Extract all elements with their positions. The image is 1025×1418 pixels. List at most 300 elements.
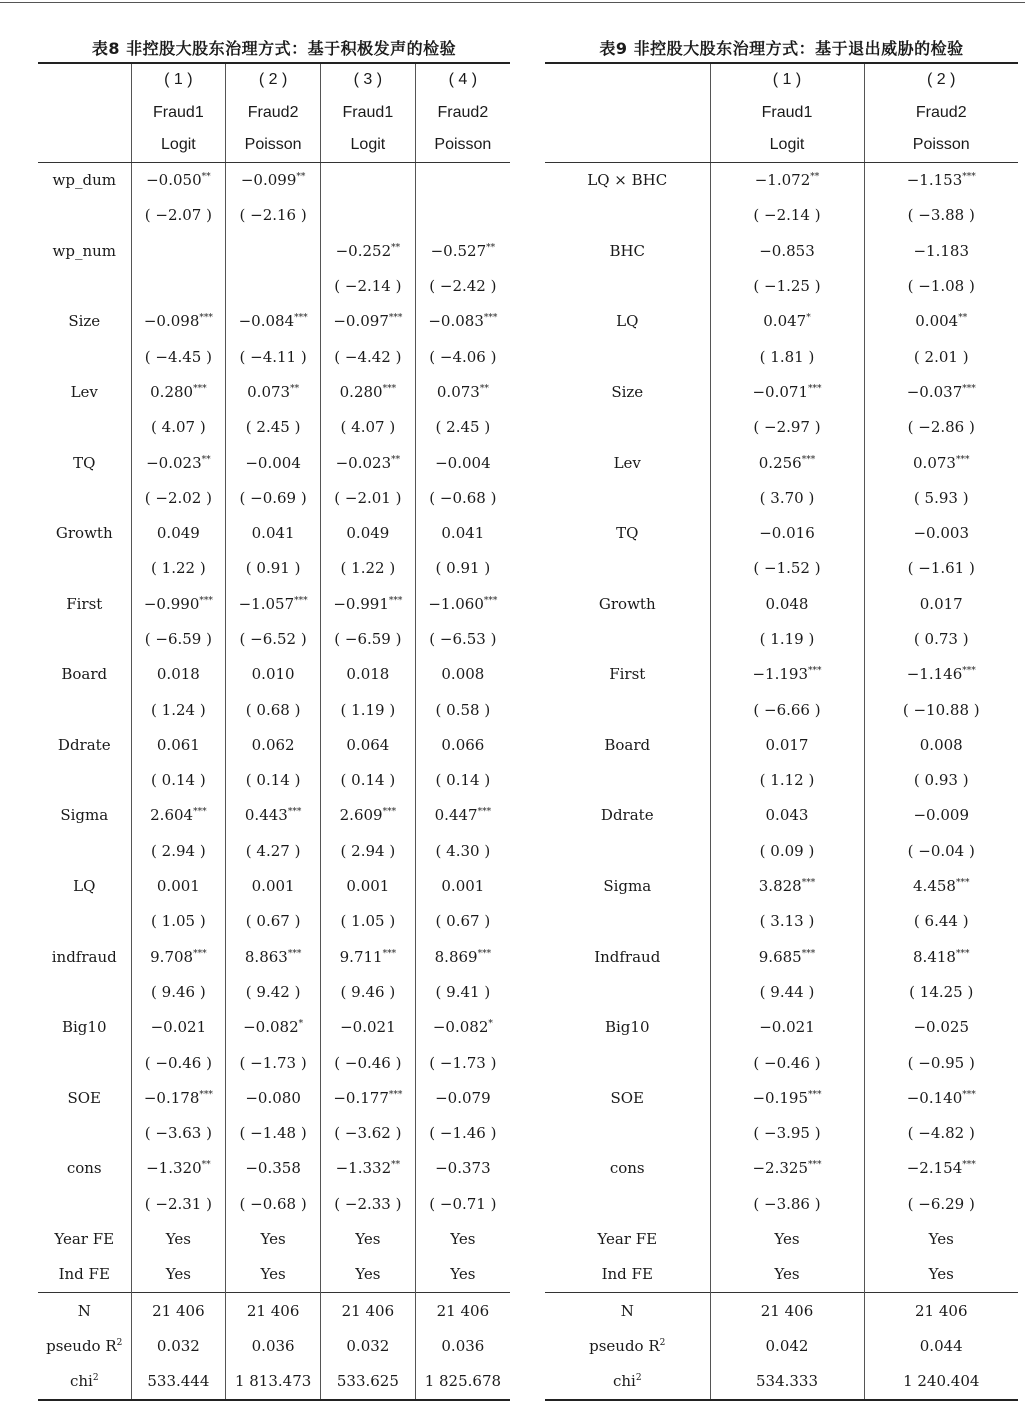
coef-row — [545, 868, 1018, 903]
t-stat-cell: ( −0.46 ) — [131, 1045, 226, 1080]
coef-cell — [131, 798, 226, 833]
significance-stars: *** — [388, 595, 403, 606]
t-stat-cell: ( 3.70 ) — [710, 480, 864, 515]
fixed-effect-row — [38, 1221, 510, 1256]
t-stat-cell: ( −3.88 ) — [907, 206, 975, 225]
t-stat-cell: ( −0.46 ) — [710, 1045, 864, 1080]
fixed-effect-row — [545, 1221, 1018, 1256]
coef-cell — [710, 657, 864, 692]
coef-value: −0.097 — [333, 312, 389, 331]
coef-value: 0.073 — [436, 382, 480, 401]
coef-row — [545, 374, 1018, 409]
fixed-effect-row — [38, 1257, 510, 1293]
t-stat-cell: ( −3.95 ) — [710, 1116, 864, 1151]
fixed-effect-cell: Yes — [928, 1230, 954, 1249]
stat-row — [38, 1364, 510, 1400]
header-stub — [545, 63, 710, 97]
t-stat-row — [545, 268, 1018, 303]
coef-value: −0.080 — [245, 1088, 301, 1107]
coef-value: −0.023 — [146, 453, 202, 472]
coef-cell — [131, 727, 226, 762]
coef-cell — [131, 374, 226, 409]
coef-cell — [710, 798, 864, 833]
t-stat-cell: ( −2.14 ) — [710, 198, 864, 233]
t-stat-cell: ( −2.97 ) — [710, 410, 864, 445]
t-stat-row — [38, 268, 510, 303]
coef-cell — [131, 939, 226, 974]
coef-value: −0.071 — [752, 382, 808, 401]
coef-value: −2.154 — [906, 1159, 963, 1178]
coef-row — [545, 162, 1018, 198]
t-stat-cell: ( 2.01 ) — [913, 347, 969, 366]
significance-stars: ** — [486, 242, 496, 253]
stat-cell: 1 813.473 — [226, 1364, 321, 1400]
t-stat-row — [38, 480, 510, 515]
row-label-empty — [38, 268, 131, 303]
significance-stars: ** — [391, 1160, 401, 1171]
coef-value: −0.177 — [333, 1088, 389, 1107]
coef-value: 0.280 — [150, 382, 194, 401]
coef-value: 0.018 — [346, 665, 390, 684]
significance-stars: *** — [801, 948, 816, 959]
coef-cell — [131, 233, 226, 268]
stat-cell: 533.625 — [321, 1364, 416, 1400]
t-stat-cell: ( 4.07 ) — [321, 410, 416, 445]
stat-label: pseudo R — [46, 1336, 117, 1355]
t-stat-row — [545, 904, 1018, 939]
t-stat-cell: ( −2.16 ) — [226, 198, 321, 233]
coef-row — [38, 233, 510, 268]
coef-value: −1.183 — [913, 241, 969, 260]
coef-cell — [864, 798, 1018, 833]
coef-row — [545, 1010, 1018, 1045]
significance-stars: *** — [294, 595, 308, 606]
significance-stars: *** — [199, 313, 213, 324]
coef-cell — [415, 233, 510, 268]
row-label — [38, 1293, 131, 1329]
coef-cell — [415, 445, 510, 480]
coef-cell — [321, 727, 416, 762]
significance-stars: *** — [808, 383, 822, 394]
header-cell: Logit — [710, 129, 864, 162]
header-cell: Poisson — [864, 129, 1018, 162]
coef-value: −0.853 — [759, 241, 815, 260]
t-stat-cell: ( −1.52 ) — [710, 551, 864, 586]
coef-row — [38, 939, 510, 974]
coef-cell — [415, 1010, 510, 1045]
row-label: Big10 — [38, 1010, 131, 1045]
t-stat-cell: ( −1.48 ) — [226, 1116, 321, 1151]
stat-label: chi — [69, 1372, 93, 1391]
significance-stars: *** — [199, 1089, 213, 1100]
coef-value: 9.711 — [339, 947, 383, 966]
coef-cell — [321, 233, 416, 268]
coef-cell — [226, 304, 321, 339]
stat-superscript: 2 — [92, 1373, 99, 1384]
row-label: TQ — [545, 515, 710, 550]
coef-value: −0.358 — [245, 1159, 301, 1178]
t-stat-cell: ( 1.12 ) — [710, 763, 864, 798]
t-stat-row — [545, 551, 1018, 586]
row-label-empty — [38, 833, 131, 868]
header-cell: ( 1 ) — [710, 63, 864, 97]
coef-value: −0.082 — [432, 1018, 489, 1037]
t-stat-row — [545, 621, 1018, 656]
coef-cell — [415, 868, 510, 903]
stat-label: N — [77, 1301, 91, 1320]
coef-value: 2.604 — [150, 806, 194, 825]
significance-stars: * — [806, 313, 811, 324]
coef-cell — [864, 727, 1018, 762]
t-stat-cell: ( 0.93 ) — [913, 771, 969, 790]
header-stub — [38, 129, 131, 162]
row-label-empty — [545, 268, 710, 303]
coef-value: 9.708 — [150, 947, 194, 966]
row-label: Board — [545, 727, 710, 762]
stat-cell: 1 240.404 — [864, 1364, 1018, 1400]
significance-stars: *** — [801, 454, 816, 465]
t-stat-row — [545, 480, 1018, 515]
coef-value: 0.049 — [156, 524, 200, 543]
coef-row — [38, 304, 510, 339]
coef-cell — [864, 162, 1018, 198]
coef-cell — [415, 798, 510, 833]
stat-cell: 0.044 — [919, 1336, 963, 1355]
coef-cell — [131, 304, 226, 339]
coef-cell — [226, 515, 321, 550]
coef-cell — [415, 1151, 510, 1186]
header-row — [545, 129, 1018, 162]
fixed-effect-cell: Yes — [131, 1257, 226, 1293]
row-label: LQ — [38, 868, 131, 903]
header-cell: Poisson — [415, 129, 510, 162]
coef-value: −1.060 — [428, 594, 484, 613]
table-8-caption: 表8 非控股大股东治理方式：基于积极发声的检验 — [91, 39, 457, 58]
coef-value: 0.017 — [919, 594, 963, 613]
row-label — [38, 1364, 131, 1400]
stat-cell: 0.036 — [226, 1328, 321, 1363]
coef-row — [38, 727, 510, 762]
t-stat-row — [545, 198, 1018, 233]
row-label-empty — [38, 551, 131, 586]
coef-cell — [321, 1010, 416, 1045]
significance-stars: *** — [808, 1160, 822, 1171]
coef-cell — [131, 515, 226, 550]
t-stat-cell: ( 1.22 ) — [131, 551, 226, 586]
t-stat-cell: ( −2.42 ) — [429, 277, 497, 296]
coef-cell — [415, 162, 510, 198]
t-stat-cell: ( 9.46 ) — [131, 974, 226, 1009]
coef-cell — [321, 445, 416, 480]
coef-row — [545, 798, 1018, 833]
t-stat-row — [38, 904, 510, 939]
fixed-effect-cell: Yes — [450, 1230, 476, 1249]
coef-value: 0.062 — [251, 735, 295, 754]
coef-value: 0.043 — [765, 806, 809, 825]
stat-cell: 21 406 — [864, 1293, 1018, 1329]
stat-label: N — [620, 1301, 634, 1320]
coef-cell — [226, 798, 321, 833]
coef-cell — [710, 1080, 864, 1115]
coef-cell — [226, 1151, 321, 1186]
coef-value: 8.863 — [244, 947, 288, 966]
header-cell: ( 2 ) — [226, 63, 321, 97]
coef-value: −0.004 — [435, 453, 491, 472]
t-stat-cell: ( −0.68 ) — [226, 1186, 321, 1221]
coef-row — [38, 1080, 510, 1115]
significance-stars: *** — [287, 807, 302, 818]
coef-cell — [710, 939, 864, 974]
page-top-rule — [0, 2, 1025, 3]
coef-value: 0.073 — [913, 453, 956, 472]
coef-cell — [226, 727, 321, 762]
stat-row — [545, 1364, 1018, 1400]
coef-value: 9.685 — [758, 947, 802, 966]
significance-stars: *** — [382, 807, 397, 818]
coef-value: 0.073 — [247, 382, 291, 401]
t-stat-row — [38, 1045, 510, 1080]
coef-cell — [415, 374, 510, 409]
significance-stars: *** — [483, 313, 498, 324]
row-label: TQ — [38, 445, 131, 480]
coef-cell — [226, 374, 321, 409]
row-label-empty — [38, 974, 131, 1009]
coef-cell — [864, 586, 1018, 621]
coef-value: 0.008 — [441, 665, 485, 684]
t-stat-row — [545, 1116, 1018, 1151]
t-stat-cell: ( −0.69 ) — [226, 480, 321, 515]
row-label — [38, 1328, 131, 1363]
row-label — [545, 1364, 710, 1400]
significance-stars: *** — [382, 383, 397, 394]
row-label: Ind FE — [545, 1257, 710, 1293]
t-stat-cell: ( −3.63 ) — [131, 1116, 226, 1151]
coef-row — [545, 657, 1018, 692]
coef-value: −0.021 — [759, 1018, 815, 1037]
coef-value: −0.084 — [238, 312, 295, 331]
header-cell: Fraud1 — [131, 97, 226, 130]
significance-stars: *** — [962, 383, 976, 394]
coef-cell — [321, 515, 416, 550]
table-9-caption: 表9 非控股大股东治理方式：基于退出威胁的检验 — [599, 39, 964, 58]
coef-cell — [415, 515, 510, 550]
coef-value: 2.609 — [339, 806, 383, 825]
t-stat-cell: ( 0.09 ) — [710, 833, 864, 868]
coef-cell — [131, 1080, 226, 1115]
coef-value: −1.320 — [146, 1159, 202, 1178]
coef-cell — [226, 1010, 321, 1045]
stat-row — [545, 1328, 1018, 1363]
t-stat-cell: ( 9.42 ) — [226, 974, 321, 1009]
significance-stars: ** — [290, 383, 300, 394]
t-stat-row — [38, 339, 510, 374]
t-stat-cell: ( 0.67 ) — [435, 912, 491, 931]
coef-row — [38, 515, 510, 550]
coef-cell — [226, 586, 321, 621]
coef-cell — [864, 1151, 1018, 1186]
row-label-empty — [38, 1116, 131, 1151]
coef-value: −1.072 — [754, 171, 811, 190]
significance-stars: *** — [808, 666, 822, 677]
coef-cell — [226, 868, 321, 903]
t-stat-cell — [131, 268, 226, 303]
coef-value: −0.527 — [430, 241, 487, 260]
row-label: Big10 — [545, 1010, 710, 1045]
coef-value: 0.001 — [156, 877, 200, 896]
coef-row — [545, 515, 1018, 550]
coef-value: 0.041 — [441, 524, 485, 543]
row-label: Ind FE — [38, 1257, 131, 1293]
t-stat-cell: ( −0.68 ) — [429, 488, 497, 507]
significance-stars: *** — [193, 807, 207, 818]
t-stat-cell: ( −6.66 ) — [710, 692, 864, 727]
coef-cell — [864, 304, 1018, 339]
t-stat-cell: ( 2.45 ) — [226, 410, 321, 445]
t-stat-cell: ( −1.08 ) — [907, 277, 975, 296]
coef-value: 0.066 — [441, 735, 485, 754]
row-label-empty — [545, 1116, 710, 1151]
stat-cell: 533.444 — [131, 1364, 226, 1400]
row-label-empty — [38, 1186, 131, 1221]
row-label-empty — [545, 551, 710, 586]
coef-row — [38, 586, 510, 621]
fixed-effect-cell: Yes — [226, 1221, 321, 1256]
t-stat-row — [38, 974, 510, 1009]
t-stat-cell: ( 14.25 ) — [909, 982, 974, 1001]
row-label: Sigma — [545, 868, 710, 903]
t-stat-row — [38, 1186, 510, 1221]
header-cell: Logit — [321, 129, 416, 162]
coef-value: 0.008 — [919, 735, 963, 754]
coef-cell — [864, 1010, 1018, 1045]
t-stat-cell: ( −3.86 ) — [710, 1186, 864, 1221]
t-stat-cell: ( 6.44 ) — [913, 912, 969, 931]
coef-row — [38, 868, 510, 903]
coef-cell — [321, 798, 416, 833]
coef-value: −0.003 — [913, 524, 969, 543]
coef-value: 0.010 — [251, 665, 295, 684]
row-label: Board — [38, 657, 131, 692]
stat-row — [545, 1293, 1018, 1329]
coef-cell — [415, 727, 510, 762]
row-label: wp_dum — [38, 162, 131, 198]
coef-row — [545, 939, 1018, 974]
stat-label: chi — [612, 1372, 636, 1391]
significance-stars: *** — [955, 948, 970, 959]
t-stat-cell: ( 0.68 ) — [226, 692, 321, 727]
row-label: wp_num — [38, 233, 131, 268]
coef-value: 0.049 — [346, 524, 390, 543]
row-label-empty — [38, 198, 131, 233]
coef-cell — [131, 1010, 226, 1045]
coef-cell — [131, 445, 226, 480]
header-cell: ( 4 ) — [415, 63, 510, 97]
row-label: BHC — [545, 233, 710, 268]
header-row — [545, 97, 1018, 130]
t-stat-row — [38, 621, 510, 656]
t-stat-cell: ( −6.29 ) — [907, 1194, 975, 1213]
coef-value: −0.990 — [143, 594, 200, 613]
t-stat-cell: ( 2.45 ) — [435, 418, 491, 437]
t-stat-row — [545, 339, 1018, 374]
t-stat-cell: ( −0.46 ) — [321, 1045, 416, 1080]
coef-value: −1.153 — [906, 171, 963, 190]
coef-cell — [131, 657, 226, 692]
coef-row — [38, 374, 510, 409]
t-stat-cell: ( −1.25 ) — [710, 268, 864, 303]
coef-value: 0.017 — [765, 735, 809, 754]
coef-value: −0.025 — [913, 1018, 969, 1037]
significance-stars: *** — [962, 1160, 976, 1171]
coef-row — [545, 233, 1018, 268]
coef-value: 0.064 — [346, 735, 390, 754]
row-label: Sigma — [38, 798, 131, 833]
coef-value: −0.037 — [906, 382, 963, 401]
fixed-effect-cell: Yes — [928, 1265, 954, 1284]
header-row — [38, 63, 510, 97]
coef-row — [38, 798, 510, 833]
fixed-effect-cell: Yes — [131, 1221, 226, 1256]
t-stat-row — [38, 551, 510, 586]
table-9-body — [545, 162, 1018, 1293]
coef-cell — [415, 657, 510, 692]
coef-cell — [226, 445, 321, 480]
header-cell: Fraud1 — [321, 97, 416, 130]
row-label: Lev — [38, 374, 131, 409]
t-stat-cell: ( 9.44 ) — [710, 974, 864, 1009]
table-9-header — [545, 63, 1018, 162]
header-stub — [38, 97, 131, 130]
stat-row — [38, 1328, 510, 1363]
t-stat-row — [545, 410, 1018, 445]
row-label-empty — [38, 410, 131, 445]
t-stat-cell: ( −1.46 ) — [429, 1124, 497, 1143]
coef-value: −0.083 — [428, 312, 484, 331]
t-stat-row — [545, 833, 1018, 868]
row-label: Indfraud — [545, 939, 710, 974]
significance-stars: *** — [294, 313, 308, 324]
significance-stars: ** — [201, 172, 211, 183]
significance-stars: *** — [808, 1089, 822, 1100]
significance-stars: *** — [193, 383, 207, 394]
t-stat-cell: ( 9.41 ) — [435, 982, 491, 1001]
header-row — [38, 129, 510, 162]
stat-cell: 0.036 — [441, 1336, 485, 1355]
t-stat-cell: ( −2.07 ) — [131, 198, 226, 233]
coef-cell — [226, 657, 321, 692]
coef-cell — [710, 1010, 864, 1045]
coef-cell — [415, 1080, 510, 1115]
significance-stars: ** — [391, 454, 401, 465]
t-stat-cell: ( 0.14 ) — [435, 771, 491, 790]
coef-cell — [226, 939, 321, 974]
row-label: Ddrate — [38, 727, 131, 762]
t-stat-cell — [321, 198, 416, 233]
row-label: Size — [545, 374, 710, 409]
t-stat-row — [545, 763, 1018, 798]
t-stat-cell: ( −0.95 ) — [907, 1053, 975, 1072]
coef-value: 0.001 — [441, 877, 485, 896]
coef-value: 0.018 — [156, 665, 200, 684]
t-stat-row — [545, 692, 1018, 727]
significance-stars: *** — [483, 595, 498, 606]
t-stat-cell: ( 4.30 ) — [435, 841, 491, 860]
row-label: Growth — [545, 586, 710, 621]
coef-cell — [415, 586, 510, 621]
coef-value: −1.146 — [906, 665, 963, 684]
header-cell: ( 3 ) — [321, 63, 416, 97]
row-label-empty — [545, 480, 710, 515]
